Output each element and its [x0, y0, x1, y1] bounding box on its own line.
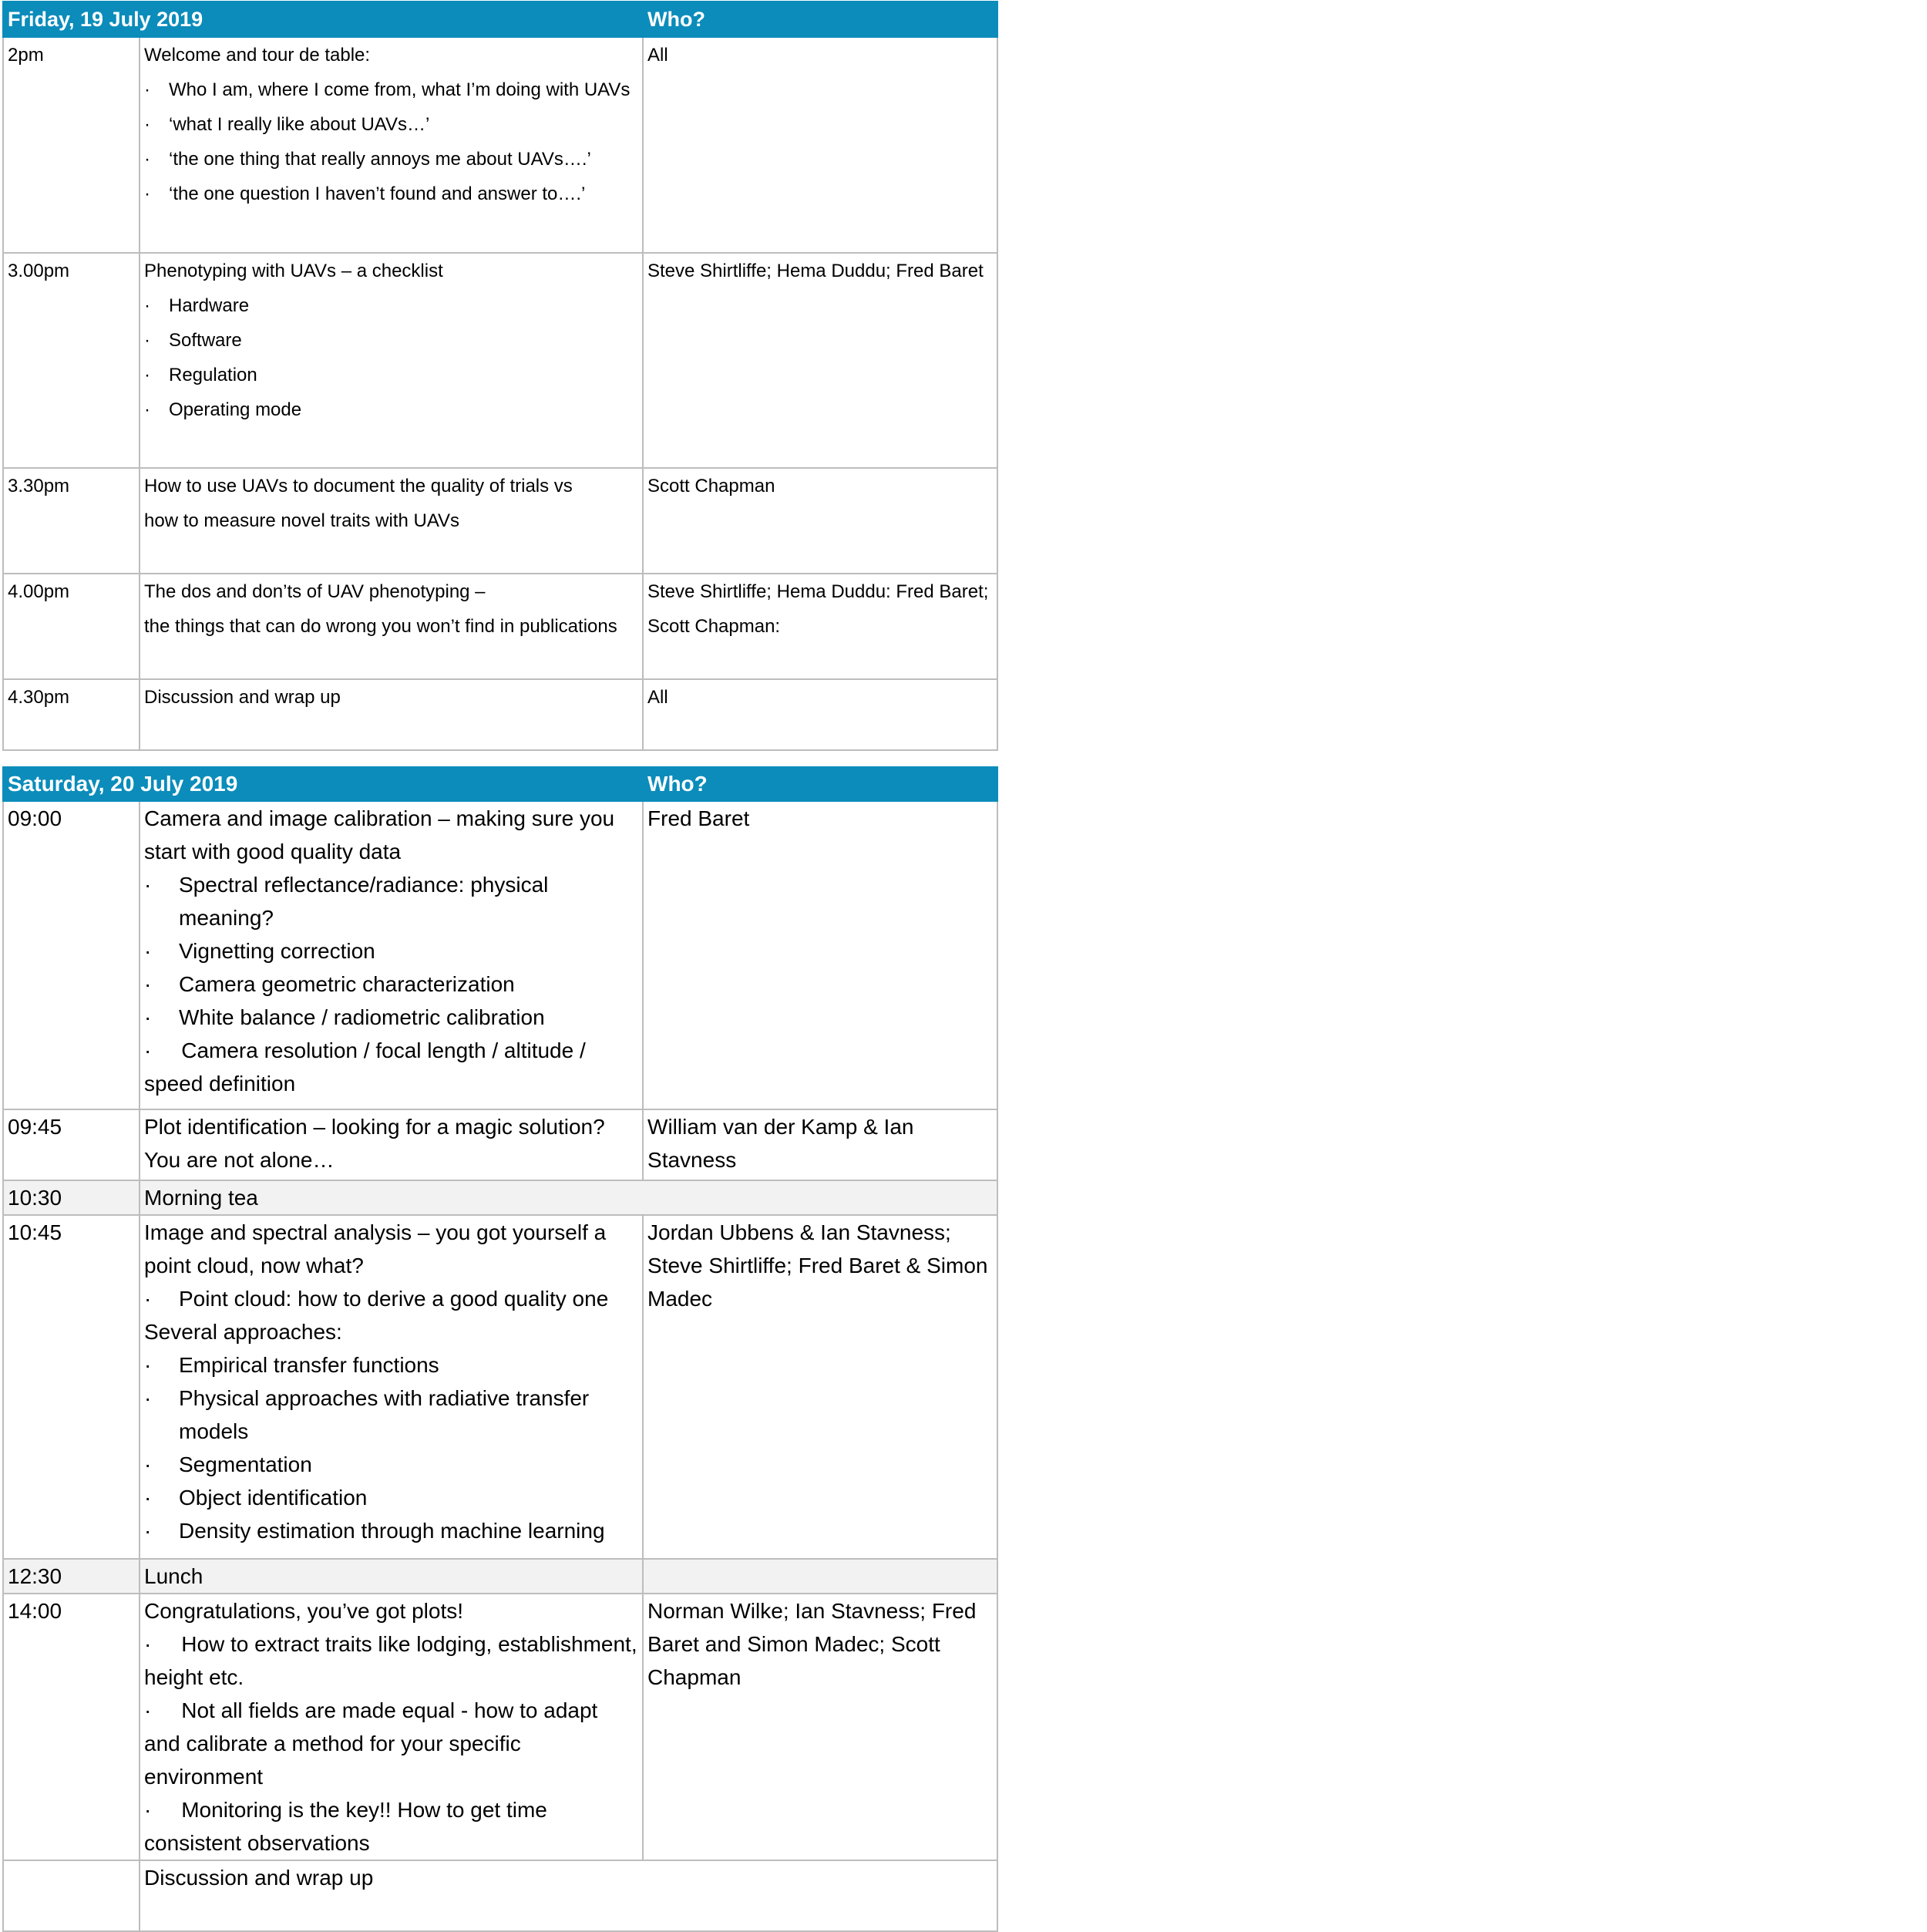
list-item: · Who I am, where I come from, what I’m doing with UAVs [144, 72, 638, 107]
who-cell: Norman Wilke; Ian Stavness; Fred Baret and Simon Madec; Scott Chapman [643, 1594, 997, 1860]
topic-cell [140, 1594, 643, 1860]
list-item: · Operating mode [144, 392, 638, 427]
list-item: · Spectral reflectance/radiance: physical meaning? [144, 868, 638, 934]
list-item: · Vignetting correction [144, 934, 638, 968]
bullet-icon: · [144, 183, 150, 204]
topic-line: How to use UAVs to document the quality of trials vs [144, 476, 573, 496]
table-row [3, 37, 997, 253]
bullet-icon: · [144, 1632, 152, 1656]
topic-title: Camera and image calibration – making sure you start with good quality data [144, 806, 615, 863]
time-cell: 09:45 [3, 1109, 140, 1180]
table-row [3, 1215, 997, 1559]
bullet-icon: · [144, 873, 152, 897]
topic-title: Welcome and tour de table: [144, 45, 371, 66]
who-cell [643, 1559, 997, 1594]
topic-cell: Discussion and wrap up [140, 679, 643, 750]
topic-title: Congratulations, you’ve got plots! [144, 1599, 464, 1623]
list-item: · Physical approaches with radiative transfer models [144, 1382, 638, 1448]
bullet-icon: · [144, 114, 150, 135]
list-item: · White balance / radiometric calibration [144, 1001, 638, 1034]
who-cell: William van der Kamp & Ian Stavness [643, 1109, 997, 1180]
list-item: · Empirical transfer functions [144, 1348, 638, 1382]
table-row [3, 1559, 997, 1594]
bullet-icon: · [144, 1452, 152, 1476]
topic-cell [140, 801, 643, 1109]
who-cell: Scott Chapman [643, 468, 997, 574]
list-item: · Camera geometric characterization [144, 968, 638, 1001]
bullet-icon: · [144, 1038, 152, 1062]
time-cell: 09:00 [3, 801, 140, 1109]
list-item: · Hardware [144, 288, 638, 323]
bullet-icon: · [144, 399, 150, 420]
time-cell: 14:00 [3, 1594, 140, 1860]
time-cell [3, 1860, 140, 1931]
topic-title: Image and spectral analysis – you got yourself a point cloud, now what? [144, 1220, 607, 1277]
saturday-agenda-table [2, 766, 998, 1932]
time-cell: 3.30pm [3, 468, 140, 574]
who-line: Scott Chapman: [647, 616, 781, 637]
who-cell: Fred Baret [643, 801, 997, 1109]
bullet-icon: · [144, 1287, 152, 1311]
bullet-icon: · [144, 939, 152, 963]
topic-cell [140, 468, 643, 574]
topic-line: The dos and don’ts of UAV phenotyping – [144, 581, 486, 602]
bullet-icon: · [144, 1486, 152, 1510]
table-row [3, 468, 997, 574]
topic-line: how to measure novel traits with UAVs [144, 510, 460, 531]
list-item: · Monitoring is the key!! How to get time consistent observations [144, 1798, 547, 1855]
list-item: · Software [144, 323, 638, 358]
list-item: · ‘the one thing that really annoys me about UAVs….’ [144, 142, 638, 177]
topic-cell [140, 1215, 643, 1559]
table-row [3, 253, 997, 468]
list-item: · Not all fields are made equal - how to adapt and calibrate a method for your specific environment [144, 1698, 598, 1789]
bullet-icon: · [144, 330, 150, 351]
table-row [3, 1109, 997, 1180]
saturday-who-header: Who? [643, 767, 997, 801]
topic-title: Phenotyping with UAVs – a checklist [144, 261, 443, 281]
list-item: · Camera resolution / focal length / altitude / speed definition [144, 1038, 586, 1096]
friday-agenda-table [2, 1, 998, 751]
list-item: · Density estimation through machine learning [144, 1514, 638, 1547]
topic-cell: Plot identification – looking for a magic solution? You are not alone… [140, 1109, 643, 1180]
bullet-icon: · [144, 149, 150, 170]
table-row [3, 1594, 997, 1860]
topic-cell [140, 574, 643, 679]
time-cell: 4.30pm [3, 679, 140, 750]
who-cell: All [643, 679, 997, 750]
table-row [3, 1180, 997, 1215]
table-row [3, 679, 997, 750]
list-item: · ‘what I really like about UAVs…’ [144, 107, 638, 142]
list-item: · Point cloud: how to derive a good quality one [144, 1282, 638, 1315]
list-item: · ‘the one question I haven’t found and answer to….’ [144, 177, 638, 211]
table-row [3, 801, 997, 1109]
who-cell: Jordan Ubbens & Ian Stavness; Steve Shirtliffe; Fred Baret & Simon Madec [643, 1215, 997, 1559]
time-cell: 3.00pm [3, 253, 140, 468]
time-cell: 2pm [3, 37, 140, 253]
bullet-icon: · [144, 1005, 152, 1029]
bullet-icon: · [144, 1698, 152, 1722]
time-cell: 12:30 [3, 1559, 140, 1594]
who-cell [643, 574, 997, 679]
time-cell: 10:45 [3, 1215, 140, 1559]
topic-cell [140, 37, 643, 253]
bullet-icon: · [144, 1798, 152, 1822]
bullet-icon: · [144, 79, 150, 100]
list-item: · How to extract traits like lodging, establishment, height etc. [144, 1632, 637, 1689]
time-cell: 10:30 [3, 1180, 140, 1215]
bullet-icon: · [144, 365, 150, 385]
table-row [3, 1860, 997, 1931]
list-item: · Regulation [144, 358, 638, 392]
bullet-icon: · [144, 1519, 152, 1543]
topic-cell: Lunch [140, 1559, 643, 1594]
topic-subtitle: Several approaches: [144, 1320, 342, 1344]
list-item: · Segmentation [144, 1448, 638, 1481]
topic-line: the things that can do wrong you won’t find in publications [144, 616, 617, 637]
topic-cell: Discussion and wrap up [140, 1860, 997, 1931]
who-cell: All [643, 37, 997, 253]
list-item: · Object identification [144, 1481, 638, 1514]
who-cell: Steve Shirtliffe; Hema Duddu; Fred Baret [643, 253, 997, 468]
topic-cell [140, 253, 643, 468]
bullet-icon: · [144, 972, 152, 996]
saturday-date-header: Saturday, 20 July 2019 [3, 767, 643, 801]
topic-cell: Morning tea [140, 1180, 997, 1215]
friday-who-header: Who? [643, 2, 997, 37]
friday-date-header: Friday, 19 July 2019 [3, 2, 643, 37]
friday-header-row [3, 2, 997, 37]
time-cell: 4.00pm [3, 574, 140, 679]
table-row [3, 574, 997, 679]
saturday-header-row [3, 767, 997, 801]
bullet-icon: · [144, 1386, 152, 1410]
bullet-icon: · [144, 1353, 152, 1377]
bullet-icon: · [144, 295, 150, 316]
who-line: Steve Shirtliffe; Hema Duddu: Fred Baret; [647, 581, 989, 602]
